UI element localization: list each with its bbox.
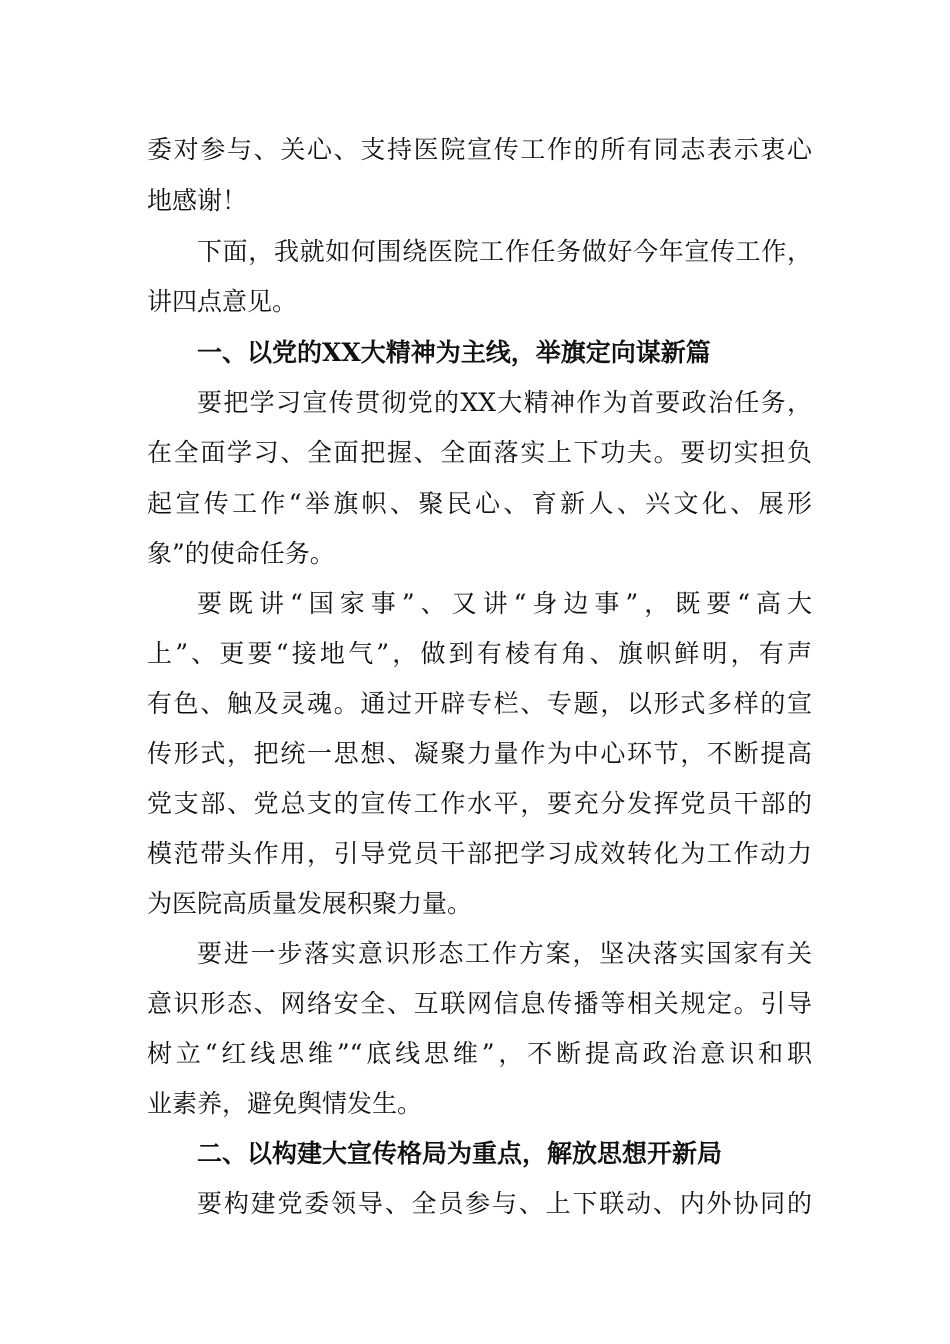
body-text-line: 有色、触及灵魂。通过开辟专栏、专题，以形式多样的宣 [147, 689, 812, 718]
section-heading: 二、以构建大宣传格局为重点，解放思想开新局 [197, 1139, 723, 1168]
body-text-line: 要既讲“国家事”、又讲“身边事”，既要“高大 [197, 589, 812, 618]
body-text-line: 意识形态、网络安全、互联网信息传播等相关规定。引导 [147, 989, 812, 1018]
body-text-line: 上”、更要“接地气”，做到有棱有角、旗帜鲜明，有声 [147, 639, 812, 668]
body-text-line: 地感谢！ [147, 186, 248, 215]
body-text-line: 讲四点意见。 [147, 287, 298, 316]
body-text-line: 象”的使命任务。 [147, 539, 335, 568]
body-text-line: 党支部、党总支的宣传工作水平，要充分发挥党员干部的 [147, 789, 812, 818]
body-text-line: 要把学习宣传贯彻党的XX大精神作为首要政治任务， [197, 388, 812, 417]
body-text-line: 业素养，避免舆情发生。 [147, 1089, 423, 1118]
body-text-line: 传形式，把统一思想、凝聚力量作为中心环节，不断提高 [147, 739, 812, 768]
body-text-line: 在全面学习、全面把握、全面落实上下功夫。要切实担负 [147, 438, 812, 467]
body-text-line: 模范带头作用，引导党员干部把学习成效转化为工作动力 [147, 839, 812, 868]
body-text-line: 要进一步落实意识形态工作方案，坚决落实国家有关 [197, 939, 812, 968]
body-text-line: 树立“红线思维”“底线思维”，不断提高政治意识和职 [147, 1039, 812, 1068]
body-text-line: 要构建党委领导、全员参与、上下联动、内外协同的 [197, 1189, 812, 1218]
body-text-line: 下面，我就如何围绕医院工作任务做好今年宣传工作， [197, 237, 812, 266]
section-heading: 一、以党的XX大精神为主线，举旗定向谋新篇 [197, 338, 711, 367]
body-text-line: 起宣传工作“举旗帜、聚民心、育新人、兴文化、展形 [147, 489, 812, 518]
body-text-line: 委对参与、关心、支持医院宣传工作的所有同志表示衷心 [147, 135, 812, 164]
body-text-line: 为医院高质量发展积聚力量。 [147, 889, 473, 918]
